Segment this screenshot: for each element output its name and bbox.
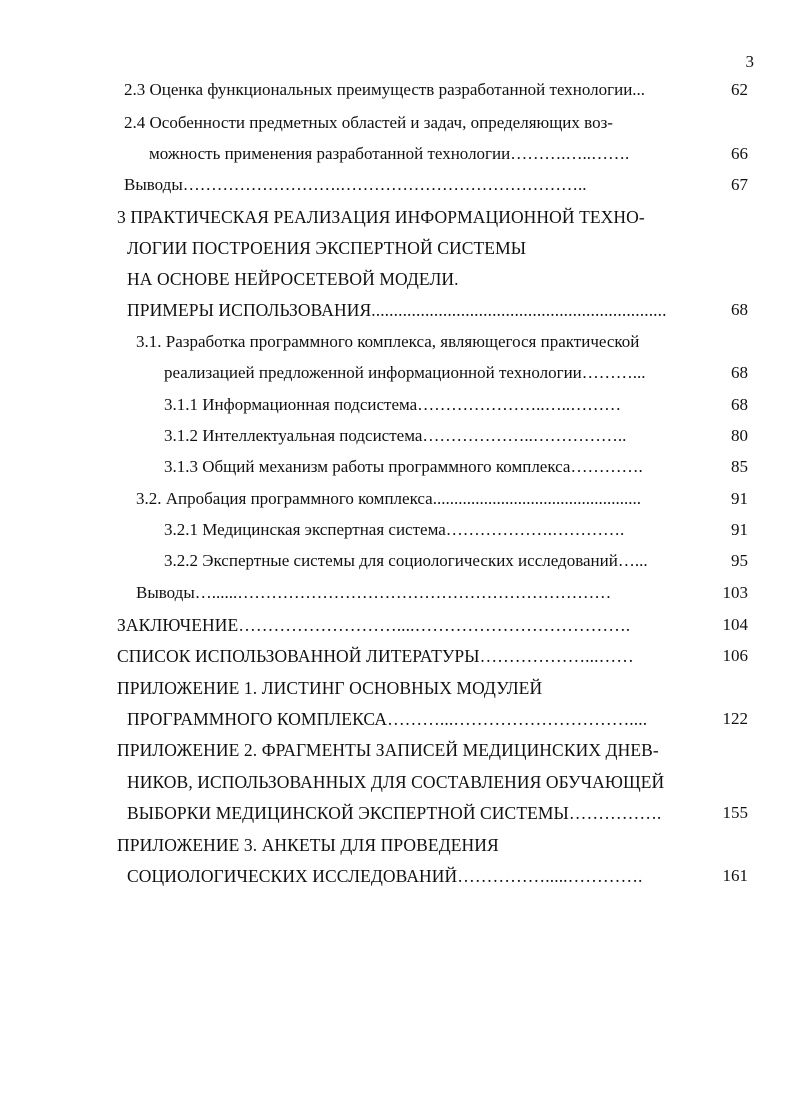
toc-page-3-2-2: 95: [731, 551, 748, 570]
toc-references: СПИСОК ИСПОЛЬЗОВАННОЙ ЛИТЕРАТУРЫ………………...……: [117, 646, 634, 666]
toc-entry-3-2-2: 3.2.2 Экспертные системы для социологических исследований…...: [164, 551, 648, 570]
toc-page-appendix-3: 161: [722, 866, 748, 885]
toc-page-references: 106: [722, 646, 748, 665]
toc-entry-3-1: 3.1. Разработка программного комплекса, являющегося практической: [136, 332, 640, 351]
toc-page-conclusions-2: 67: [731, 175, 748, 194]
toc-conclusion: ЗАКЛЮЧЕНИЕ………………………....……………………………….: [117, 615, 631, 635]
toc-appendix-2-line3: ВЫБОРКИ МЕДИЦИНСКОЙ ЭКСПЕРТНОЙ СИСТЕМЫ…………….: [127, 803, 662, 823]
toc-entry-3-2: 3.2. Апробация программного комплекса.................................................: [136, 489, 641, 508]
toc-chapter-3-line1: 3 ПРАКТИЧЕСКАЯ РЕАЛИЗАЦИЯ ИНФОРМАЦИОННОЙ ТЕХНО-: [117, 207, 645, 227]
toc-page-3-2: 91: [731, 489, 748, 508]
toc-appendix-1-line2: ПРОГРАММНОГО КОМПЛЕКСА………...…………………………....: [127, 709, 648, 729]
toc-appendix-3-line2: СОЦИОЛОГИЧЕСКИХ ИССЛЕДОВАНИЙ…………….....………….: [127, 866, 643, 886]
toc-chapter-3-line2: ЛОГИИ ПОСТРОЕНИЯ ЭКСПЕРТНОЙ СИСТЕМЫ: [127, 238, 527, 258]
toc-entry-2-4-cont: можность применения разработанной технологии……….…..…….: [149, 144, 630, 163]
toc-page-2-3: 62: [731, 80, 748, 99]
toc-page-appendix-2: 155: [722, 803, 748, 822]
toc-page-3-1: 68: [731, 363, 748, 382]
toc-page-3-1-1: 68: [731, 395, 748, 414]
toc-entry-2-3: 2.3 Оценка функциональных преимуществ разработанной технологии...: [124, 80, 646, 99]
page-number: 3: [745, 52, 754, 71]
toc-entry-3-1-3: 3.1.3 Общий механизм работы программного комплекса………….: [164, 457, 643, 476]
toc-page-3-2-1: 91: [731, 520, 748, 539]
toc-entry-2-4: 2.4 Особенности предметных областей и задач, определяющих воз-: [124, 113, 613, 132]
toc-appendix-1-line1: ПРИЛОЖЕНИЕ 1. ЛИСТИНГ ОСНОВНЫХ МОДУЛЕЙ: [117, 678, 543, 698]
toc-page-chapter-3: 68: [731, 300, 748, 319]
toc-chapter-3-line4: ПРИМЕРЫ ИСПОЛЬЗОВАНИЯ..................................................................: [127, 300, 667, 320]
toc-entry-conclusions-3: Выводы…......…………………………………………………………: [136, 583, 612, 602]
toc-appendix-2-line1: ПРИЛОЖЕНИЕ 2. ФРАГМЕНТЫ ЗАПИСЕЙ МЕДИЦИНСКИХ ДНЕВ-: [117, 740, 659, 760]
toc-page-3-1-2: 80: [731, 426, 748, 445]
toc-page-conclusion: 104: [722, 615, 748, 634]
toc-entry-3-1-cont: реализацией предложенной информационной технологии………...: [164, 363, 646, 382]
toc-entry-conclusions-2: Выводы……………………….……………………………………..: [124, 175, 587, 194]
toc-page-2-4: 66: [731, 144, 748, 163]
toc-entry-3-2-1: 3.2.1 Медицинская экспертная система……………….………….: [164, 520, 625, 539]
toc-page-appendix-1: 122: [722, 709, 748, 728]
toc-appendix-2-line2: НИКОВ, ИСПОЛЬЗОВАННЫХ ДЛЯ СОСТАВЛЕНИЯ ОБУЧАЮЩЕЙ: [127, 772, 665, 792]
toc-entry-3-1-1: 3.1.1 Информационная подсистема…………………..…..………: [164, 395, 622, 414]
toc-appendix-3-line1: ПРИЛОЖЕНИЕ 3. АНКЕТЫ ДЛЯ ПРОВЕДЕНИЯ: [117, 835, 499, 855]
toc-page-3-1-3: 85: [731, 457, 748, 476]
toc-entry-3-1-2: 3.1.2 Интеллектуальная подсистема………………..……………..: [164, 426, 627, 445]
toc-page-conclusions-3: 103: [722, 583, 748, 602]
toc-chapter-3-line3: НА ОСНОВЕ НЕЙРОСЕТЕВОЙ МОДЕЛИ.: [127, 269, 459, 289]
